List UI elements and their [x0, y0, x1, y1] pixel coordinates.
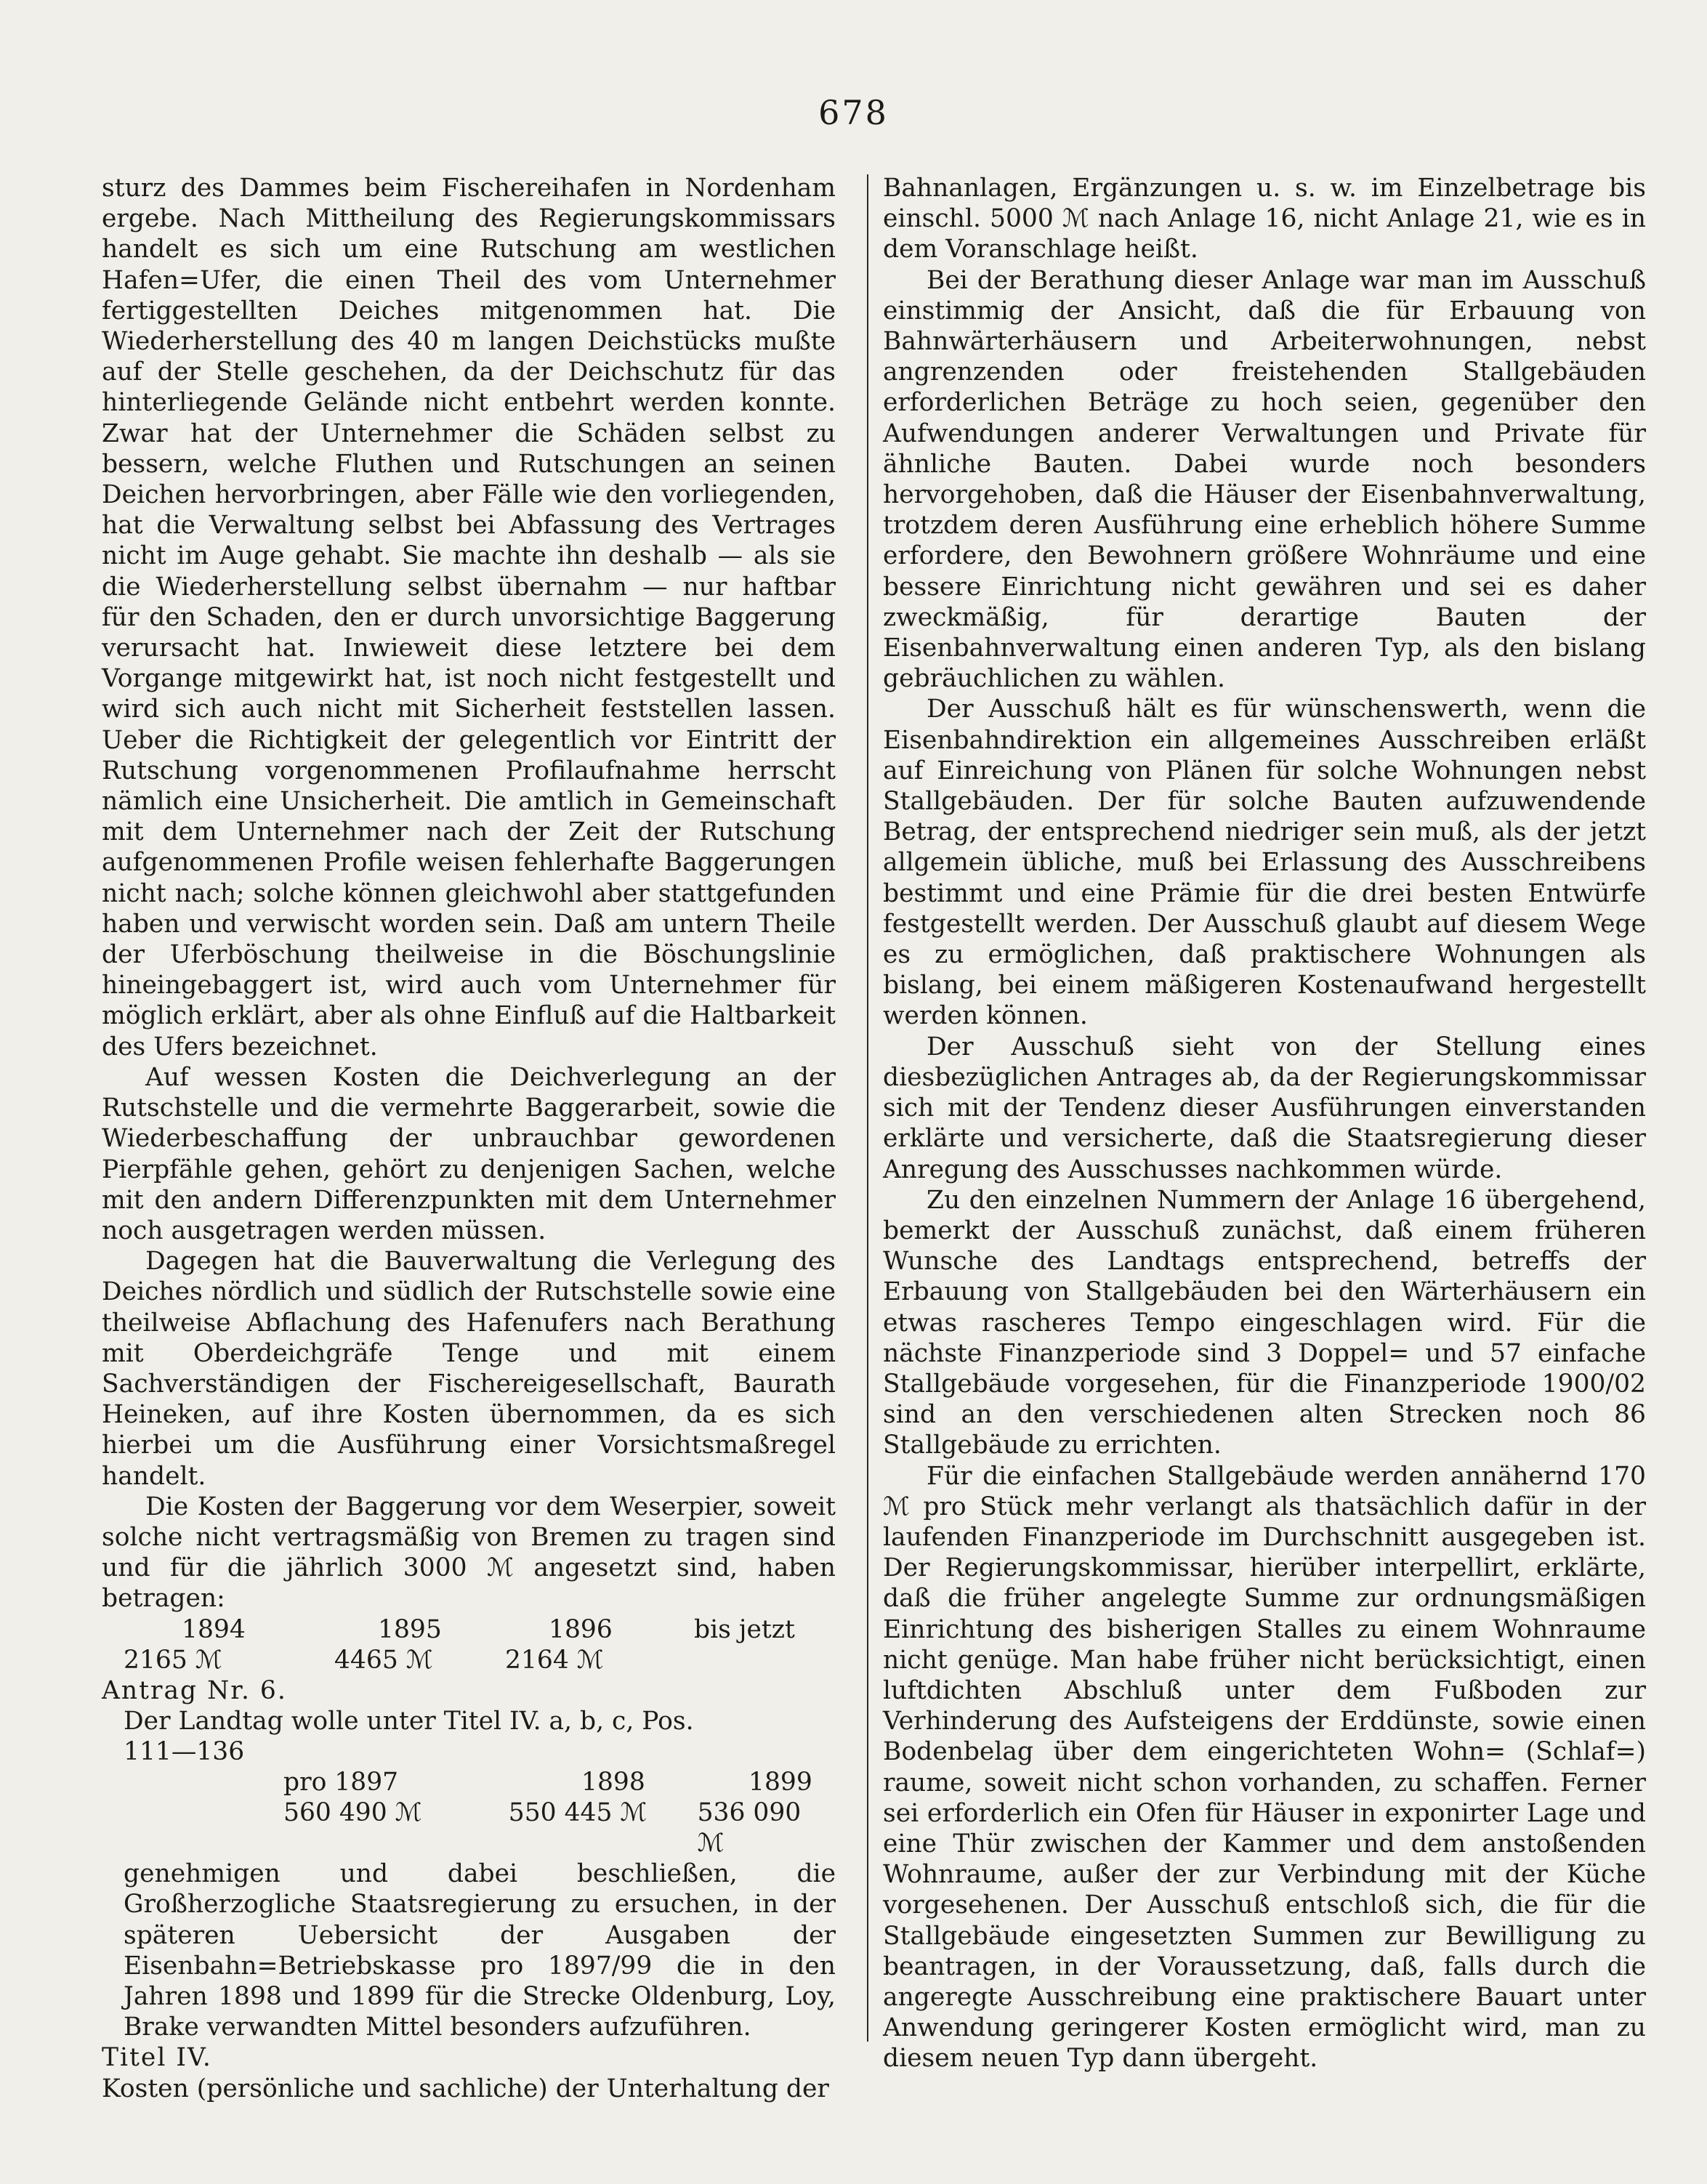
amount: 2164 ℳ — [505, 1645, 604, 1675]
year: 1896 — [549, 1614, 613, 1644]
pro-year: pro 1897 — [283, 1768, 399, 1797]
year: bis jetzt — [694, 1614, 795, 1644]
paragraph: Bahnanlagen, Ergänzungen u. s. w. im Einzelbetrage bis einschl. 5000 ℳ nach Anlage 16, nicht Anlage 21, wie es in dem Voranschlage heißt. — [883, 174, 1646, 264]
paragraph: Der Ausschuß hält es für wünschenswerth, wenn die Eisenbahndirektion ein allgemeines Ausschreiben erläßt auf Einreichung von Plänen für solche Wohnungen nebst Stallgebäuden. Der für solche Bauten aufzuwendende Betrag, der entsprechend niedriger sein muß, als der jetzt allgemein übliche, muß bei Erlassung des Ausschreibens bestimmt und eine Prämie für die drei besten Entwürfe festgestellt werden. Der Ausschuß glaubt auf diesem Wege es zu ermöglichen, daß praktischere Wohnungen als bislang, bei einem mäßigeren Kostenaufwand hergestellt werden können. — [883, 695, 1646, 1031]
paragraph: Der Ausschuß sieht von der Stellung eines diesbezüglichen Antrages ab, da der Regierungskommissar sich mit der Tendenz dieser Ausführungen einverstanden erklärte und versicherte, daß die Staatsregierung dieser Anregung des Ausschusses nachkommen würde. — [883, 1032, 1646, 1184]
antrag-block — [102, 1706, 836, 1767]
years-row — [102, 1614, 836, 1645]
paragraph: Bei der Berathung dieser Anlage war man im Ausschuß einstimmig der Ansicht, daß die für Erbauung von Bahnwärterhäusern und Arbeiterwohnungen, nebst angrenzenden oder freistehenden Stallgebäuden erforderlichen Beträge zu hoch seien, gegenüber den Aufwendungen anderer Verwaltungen und Private für ähnliche Bauten. Dabei wurde noch besonders hervorgehoben, daß die Häuser der Eisenbahnverwaltung, trotzdem deren Ausführung eine erheblich höhere Summe erfordere, den Bewohnern größere Wohnräume und eine bessere Einrichtung nicht gewähren und sei es daher zweckmäßig, für derartige Bauten der Eisenbahnverwaltung einen anderen Typ, als den bislang gebräuchlichen zu wählen. — [883, 265, 1646, 694]
paragraph: Für die einfachen Stallgebäude werden annähernd 170 ℳ pro Stück mehr verlangt als thatsächlich dafür in der laufenden Finanzperiode im Durchschnitt ausgegeben ist. Der Regierungskommissar, hierüber interpellirt, erklärte, daß die früher angelegte Summe zur ordnungsmäßigen Einrichtung des bisherigen Stalles zu einem Wohnraume nicht genüge. Man habe früher nicht berücksichtigt, einen luftdichten Abschluß unter dem Fußboden zur Verhinderung des Aufsteigens der Erddünste, sowie einen Bodenbelag über dem eingerichteten Wohn= (Schlaf=) raume, soweit nicht schon vorhanden, zu schaffen. Ferner sei erforderlich ein Ofen für Häuser in exponirter Lage und eine Thür zwischen der Kammer und dem anstoßenden Wohnraume, außer der zur Verbindung mit der Küche vorgesehenen. Der Ausschuß entschloß sich, die für die Stallgebäude eingesetzten Summen zur Bewilligung zu beantragen, in der Voraussetzung, daß, falls durch die angeregte Ausschreibung eine praktischere Bauart unter Anwendung geringerer Kosten ermöglicht wird, man zu diesem neuen Typ dann übergeht. — [883, 1461, 1646, 2074]
antrag-heading: Antrag Nr. 6. — [102, 1675, 287, 1705]
amount: 4465 ℳ — [334, 1645, 433, 1675]
pro-amount: 560 490 ℳ — [283, 1798, 422, 1828]
page-number: 678 — [818, 93, 889, 132]
paragraph: Zu den einzelnen Nummern der Anlage 16 übergehend, bemerkt der Ausschuß zunächst, daß einem früheren Wunsche des Landtags entsprechend, betreffs der Erbauung von Stallgebäuden bei den Wärterhäusern ein etwas rascheres Tempo eingeschlagen wird. Für die nächste Finanzperiode sind 3 Doppel= und 57 einfache Stallgebäude vorgesehen, für die Finanzperiode 1900/02 sind an den verschiedenen alten Strecken noch 86 Stallgebäude zu errichten. — [883, 1185, 1646, 1460]
paragraph: sturz des Dammes beim Fischereihafen in Nordenham ergebe. Nach Mittheilung des Regierungskommissars handelt es sich um eine Rutschung am westlichen Hafen=Ufer, die einen Theil des vom Unternehmer fertiggestellten Deiches mitgenommen hat. Die Wiederherstellung des 40 m langen Deichstücks mußte auf der Stelle geschehen, da der Deichschutz für das hinterliegende Gelände nicht entbehrt werden konnte. Zwar hat der Unternehmer die Schäden selbst zu bessern, welche Fluthen und Rutschungen an seinen Deichen hervorbringen, aber Fälle wie den vorliegenden, hat die Verwaltung selbst bei Abfassung des Vertrages nicht im Auge gehabt. Sie machte ihn deshalb — als sie die Wiederherstellung selbst übernahm — nur haftbar für den Schaden, den er durch unvorsichtige Baggerung verursacht hat. Inwieweit diese letztere bei dem Vorgange mitgewirkt hat, ist noch nicht festgestellt und wird sich auch nicht mit Sicherheit feststellen lassen. Ueber die Richtigkeit der gelegentlich vor Eintritt der Rutschung vorgenommenen Profilaufnahme herrscht nämlich eine Unsicherheit. Die amtlich in Gemeinschaft mit dem Unternehmer nach der Zeit der Rutschung aufgenommenen Profile weisen fehlerhafte Baggerungen nicht nach; solche können gleichwohl aber stattgefunden haben und verwischt worden sein. Daß am untern Theile der Uferböschung theilweise in die Böschungslinie hineingebaggert ist, wird auch vom Unternehmer für möglich erklärt, aber als ohne Einfluß auf die Haltbarkeit des Ufers bezeichnet. — [102, 174, 836, 1061]
titel-heading: Titel IV. — [102, 2043, 212, 2073]
paragraph: Dagegen hat die Bauverwaltung die Verlegung des Deiches nördlich und südlich der Rutschstelle sowie eine theilweise Abflachung des Hafenufers nach Berathung mit Oberdeichgräfe Tenge und mit einem Sachverständigen der Fischereigesellschaft, Baurath Heineken, auf ihre Kosten übernommen, da es sich hierbei um die Ausführung einer Vorsichtsmaßregel handelt. — [102, 1247, 836, 1491]
antrag-body-block — [102, 1859, 836, 2042]
titel-subheading: Kosten (persönliche und sachliche) der Unterhaltung der — [102, 2074, 829, 2103]
right-column — [883, 173, 1646, 2074]
pro-amount: 550 445 ℳ — [508, 1798, 647, 1828]
left-column — [102, 173, 836, 2104]
amount: 2165 ℳ — [124, 1645, 222, 1675]
pro-years-row — [102, 1767, 836, 1797]
pro-amounts-row — [102, 1797, 836, 1859]
column-divider — [867, 174, 868, 2042]
antrag-line: 111—136 — [124, 1736, 245, 1766]
pro-year: 1898 — [581, 1768, 645, 1797]
pro-year: 1899 — [748, 1768, 812, 1797]
amounts-row — [102, 1645, 836, 1675]
antrag-line: Der Landtag wolle unter Titel IV. a, b, c, Pos. — [124, 1706, 694, 1736]
pro-amount: 536 090 ℳ — [697, 1798, 802, 1859]
year: 1894 — [182, 1614, 246, 1644]
year: 1895 — [378, 1614, 442, 1644]
paragraph: Die Kosten der Baggerung vor dem Weserpier, soweit solche nicht vertragsmäßig von Bremen zu tragen sind und für die jährlich 3000 ℳ angesetzt sind, haben betragen: — [102, 1492, 836, 1614]
paragraph: Auf wessen Kosten die Deichverlegung an der Rutschstelle und die vermehrte Baggerarbeit, sowie die Wiederbeschaffung der unbrauchbar gewordenen Pierpfähle gehen, gehört zu denjenigen Sachen, welche mit den andern Differenzpunkten mit dem Unternehmer noch ausgetragen werden müssen. — [102, 1062, 836, 1245]
antrag-body: genehmigen und dabei beschließen, die Großherzogliche Staatsregierung zu ersuchen, in der späteren Uebersicht der Ausgaben der Eisenbahn=Betriebskasse pro 1897/99 die in den Jahren 1898 und 1899 für die Strecke Oldenburg, Loy, Brake verwandten Mittel besonders aufzuführen. — [124, 1859, 836, 2042]
